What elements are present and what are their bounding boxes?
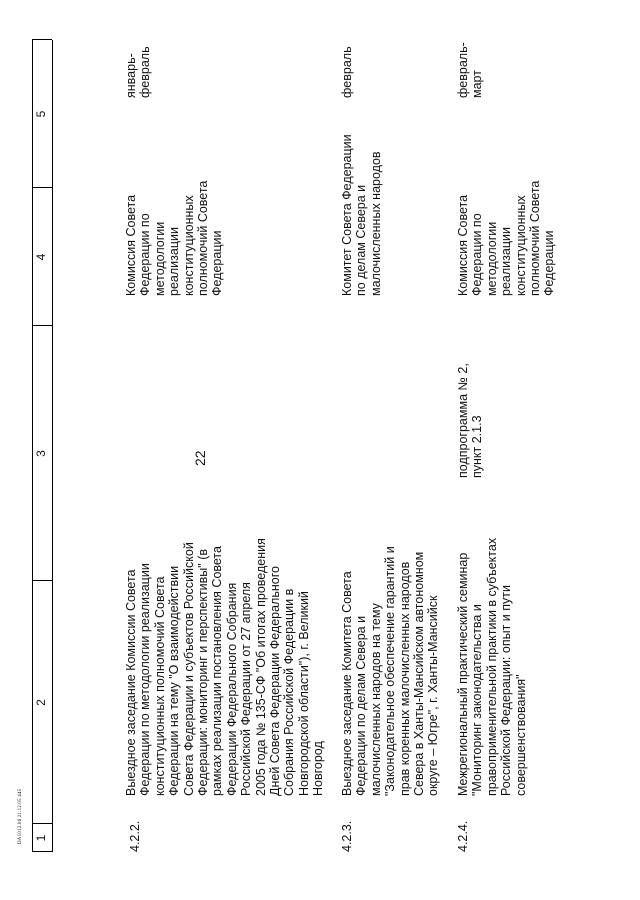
text-line: совершенствования" bbox=[513, 674, 528, 796]
responsible-body bbox=[340, 106, 383, 296]
text-line: Комиссия Совета bbox=[124, 194, 138, 296]
text-line: Федерации по методологии bbox=[138, 213, 167, 296]
text-line: февраль bbox=[340, 46, 354, 98]
text-line: февраль bbox=[138, 46, 153, 98]
event-description bbox=[340, 496, 441, 796]
term bbox=[340, 18, 354, 98]
text-line: Совета Федерации и субъектов Российской bbox=[181, 542, 196, 796]
text-line: полномочий Совета bbox=[196, 180, 211, 296]
text-line: реализации bbox=[499, 227, 514, 296]
text-line: январь- bbox=[124, 53, 138, 98]
document-footer-code: DA1012.06 21.12.05 445 bbox=[18, 788, 23, 844]
text-line: округе – Югре", г. Ханты-Мансийск bbox=[426, 595, 441, 796]
responsible-body bbox=[124, 136, 225, 296]
text-line: Российской Федерации: опыт и пути bbox=[499, 585, 514, 796]
text-line: пункт 2.1.3 bbox=[470, 415, 485, 478]
text-line: малочисленных народов bbox=[368, 151, 383, 296]
text-line: "Мониторинг законодательства и bbox=[470, 604, 485, 796]
text-line: малочисленных народов на тему bbox=[368, 603, 383, 796]
text-line: Федерации: мониторинг и перспективы" (в bbox=[196, 549, 211, 796]
text-line: Федерации по делам Севера и bbox=[354, 615, 369, 796]
text-line: конституционных bbox=[181, 195, 196, 296]
text-line: 2005 года № 135-СФ "Об итогах проведения bbox=[253, 538, 268, 796]
text-line: конституционных полномочий Совета bbox=[152, 576, 167, 796]
text-line: правоприменительной практики в субъектах bbox=[484, 537, 499, 796]
text-line: Федерации по методологии реализации bbox=[138, 563, 153, 796]
text-line: конституционных bbox=[513, 195, 528, 296]
text-line: полномочий Совета bbox=[528, 180, 543, 296]
page-number: 22 bbox=[192, 450, 208, 466]
row-number: 4.2.3. bbox=[340, 820, 354, 852]
term bbox=[124, 18, 153, 98]
text-line: Комитет Совета Федерации bbox=[340, 134, 354, 296]
text-line: Выездное заседание Комитета Совета bbox=[340, 571, 354, 796]
text-line: Межрегиональный практический семинар bbox=[456, 552, 470, 796]
row-number: 4.2.2. bbox=[128, 820, 142, 852]
text-line: Федерации bbox=[542, 230, 557, 296]
text-line: Комиссия Совета bbox=[456, 194, 470, 296]
text-line: прав коренных малочисленных народов bbox=[397, 561, 412, 796]
text-line: Новгородской области"), г. Великий bbox=[296, 591, 311, 796]
column-header-3: 3 bbox=[34, 450, 48, 457]
text-line: март bbox=[470, 70, 485, 98]
event-description bbox=[456, 496, 528, 796]
row-number: 4.2.4. bbox=[456, 820, 470, 852]
header-bottom-border bbox=[52, 40, 53, 852]
text-line: Федерации по методологии bbox=[470, 213, 499, 296]
text-line: реализации bbox=[167, 227, 182, 296]
text-line: подпрограмма № 2, bbox=[456, 363, 470, 478]
column-header-4: 4 bbox=[34, 253, 48, 261]
text-line: Дней Совета Федерации Федерального bbox=[268, 566, 283, 796]
term bbox=[456, 18, 485, 98]
basis-reference bbox=[456, 338, 485, 478]
text-line: "Законодательное обеспечение гарантий и bbox=[383, 546, 398, 796]
text-line: февраль- bbox=[456, 42, 470, 98]
text-line: Федерации Федерального Собрания bbox=[224, 582, 239, 796]
text-line: Выездное заседание Комиссии Совета bbox=[124, 569, 138, 796]
text-line: Федерации на тему "О взаимодействии bbox=[167, 565, 182, 796]
text-line: Федерации bbox=[210, 230, 225, 296]
text-line: рамках реализации постановления Совета bbox=[210, 546, 225, 796]
event-description bbox=[124, 496, 326, 796]
responsible-body bbox=[456, 136, 557, 296]
column-header-5: 5 bbox=[34, 110, 48, 118]
text-line: Севера в Ханты-Мансийском автономном bbox=[412, 551, 427, 796]
text-line: Новгород bbox=[311, 741, 326, 796]
text-line: Собрания Российской Федерации в bbox=[282, 588, 297, 796]
column-header-2: 2 bbox=[34, 699, 48, 706]
column-header-1: 1 bbox=[34, 834, 48, 842]
text-line: по делам Севера и bbox=[354, 184, 369, 296]
text-line: Российской Федерации от 27 апреля bbox=[239, 582, 254, 796]
